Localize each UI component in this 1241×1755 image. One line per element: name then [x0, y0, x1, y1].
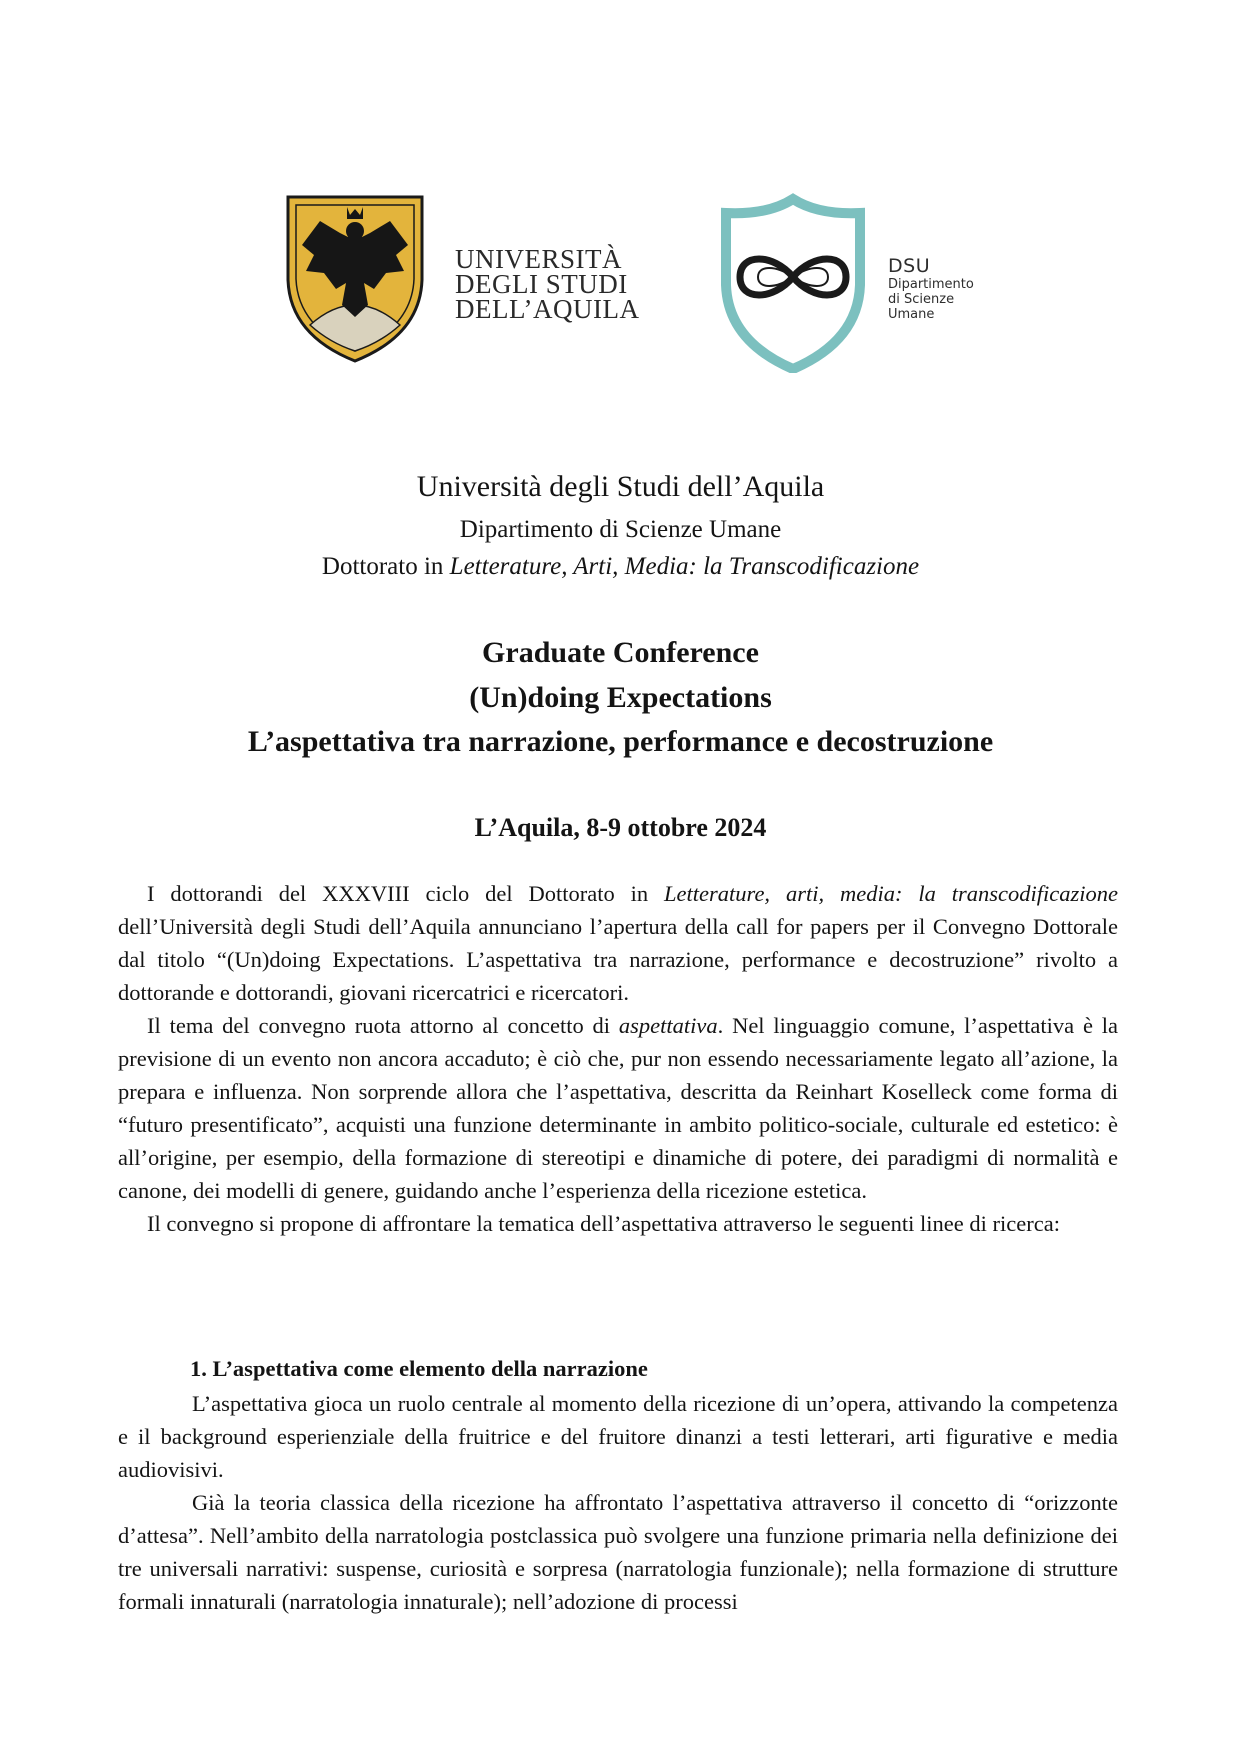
p2-italic: aspettativa	[618, 1013, 718, 1038]
phd-title: Letterature, Arti, Media: la Transcodificazione	[449, 553, 920, 580]
p1-text-a: I dottorandi del XXXVIII ciclo del Dottorato in	[147, 881, 665, 906]
dsu-name	[888, 277, 974, 322]
conference-title: (Un)doing Expectations	[469, 681, 772, 714]
p2-text-b: . Nel linguaggio comune, l’aspettativa è la previsione di un evento non ancora accaduto; è ciò che, pur non essendo necessariamente legato all’azione, la prepara e influenza. Non sorprende allora che l’aspettativa, descritta da Reinhart Koselleck come forma di “futuro presentificato”, acquisti una funzione determinante in ambito politico-sociale, culturale ed estetico: è all’origine, per esempio, della formazione di stereotipi e dinamiche di potere, dei paradigmi di normalità e canone, dei modelli di genere, guidando anche l’esperienza della ricezione estetica.	[118, 1013, 1118, 1203]
dsu-wordmark	[888, 255, 974, 322]
dsu-name-line-3: Umane	[888, 307, 935, 322]
phd-program	[0, 553, 1241, 581]
paragraph-5: Già la teoria classica della ricezione ha affrontato l’aspettativa attraverso il concetto di “orizzonte d’attesa”. Nell’ambito della narratologia postclassica può svolgere una funzione primaria nella definizione dei tre universali narrativi: suspense, curiosità e sorpresa (narratologia funzionale); nella formazione di strutture formali innaturali (narratologia innaturale); nell’adozione di processi	[118, 1490, 1118, 1614]
univaq-line-1: UNIVERSITÀ	[455, 244, 622, 274]
univaq-line-3: DELL’AQUILA	[455, 294, 640, 324]
phd-prefix: Dottorato in	[321, 553, 450, 580]
univaq-line-2: DEGLI STUDI	[455, 269, 628, 299]
dsu-name-line-1: Dipartimento	[888, 277, 974, 292]
section-1-body	[118, 1387, 1118, 1618]
univaq-wordmark	[455, 244, 640, 324]
paragraph-4: L’aspettativa gioca un ruolo centrale al momento della ricezione di un’opera, attivando la competenza e il background esperienziale della fruitrice e del fruitore dinanzi a testi letterari, arti figurative e media audiovisivi.	[118, 1391, 1118, 1482]
dsu-acronym: DSU	[888, 255, 931, 277]
conference-date: L’Aquila, 8-9 ottobre 2024	[474, 813, 767, 842]
section-1-heading: 1. L’aspettativa come elemento della narrazione	[190, 1356, 648, 1381]
dsu-logo	[718, 185, 1018, 395]
intro-section	[118, 877, 1118, 1240]
p2-text-a: Il tema del convegno ruota attorno al concetto di	[147, 1013, 619, 1038]
p1-text-b: dell’Università degli Studi dell’Aquila annunciano l’apertura della call for papers per il Convegno Dottorale dal titolo “(Un)doing Expectations. L’aspettativa tra narrazione, performance e decostruzione” rivolto a dottorande e dottorandi, giovani ricercatrici e ricercatori.	[118, 914, 1118, 1005]
infinity-shield-icon	[718, 193, 868, 373]
eagle-crest-icon	[280, 185, 430, 365]
department-name: Dipartimento di Scienze Umane	[459, 516, 782, 543]
conference-label: Graduate Conference	[482, 636, 759, 669]
paragraph-2	[118, 1009, 1118, 1207]
p1-italic: Letterature, arti, media: la transcodificazione	[664, 881, 1118, 906]
conference-subtitle: L’aspettativa tra narrazione, performance e decostruzione	[247, 725, 994, 758]
logos-header	[0, 185, 1241, 395]
paragraph-1	[118, 877, 1118, 1009]
univaq-logo	[280, 185, 640, 395]
institution-name: Università degli Studi dell’Aquila	[416, 470, 825, 503]
paragraph-3: Il convegno si propone di affrontare la tematica dell’aspettativa attraverso le seguenti linee di ricerca:	[147, 1211, 1060, 1236]
dsu-name-line-2: di Scienze	[888, 292, 955, 307]
